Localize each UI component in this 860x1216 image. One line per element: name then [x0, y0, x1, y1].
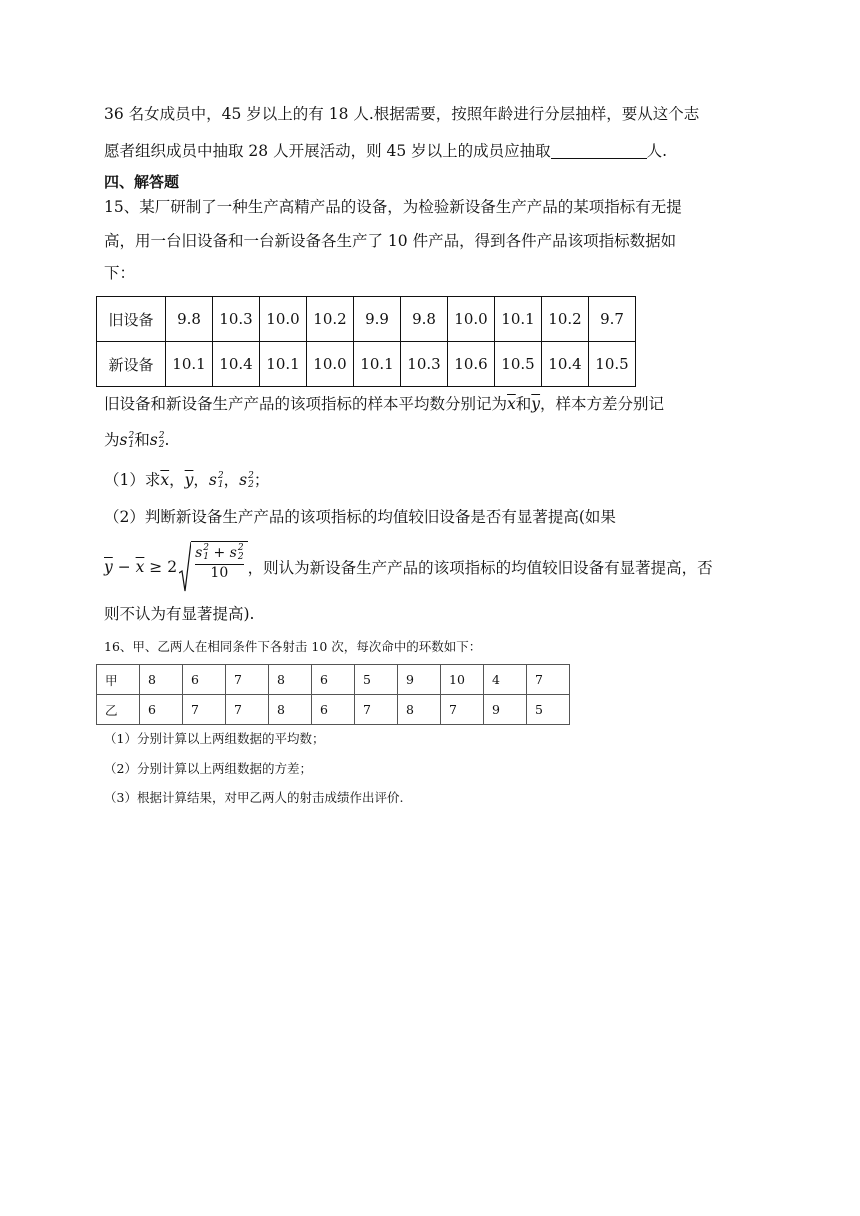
y-bar: $\overline{y}$	[531, 395, 541, 413]
section-heading: 四、解答题	[104, 173, 180, 191]
table-cell: 6	[312, 665, 355, 695]
q15-line-1: 15、某厂研制了一种生产高精产品的设备，为检验新设备生产产品的某项指标有无提	[104, 198, 682, 216]
table-cell: 7	[527, 665, 570, 695]
q15-after-table-2	[104, 430, 169, 450]
formula-fraction	[191, 541, 247, 593]
table-cell: 6	[140, 695, 183, 725]
q15-part-2: （2）判断新设备生产产品的该项指标的均值较旧设备是否有显著提高(如果	[104, 508, 616, 526]
row-label: 乙	[97, 695, 140, 725]
row-label: 新设备	[97, 342, 166, 387]
table-cell: 10.3	[401, 342, 448, 387]
table-cell: 7	[355, 695, 398, 725]
mean-sentence: 旧设备和新设备生产产品的该项指标的样本平均数分别记为	[104, 395, 508, 413]
for-word: 为	[104, 431, 120, 449]
formula-denominator: 10	[210, 565, 229, 581]
text-line-2	[104, 141, 667, 161]
table-cell: 9	[398, 665, 441, 695]
table-cell: 8	[140, 665, 183, 695]
formula-x-bar: $\overline{x}$	[135, 558, 145, 576]
q15-line-3: 下：	[104, 264, 136, 282]
table-cell: 6	[183, 665, 226, 695]
s2-squared: s 2 2	[149, 431, 165, 450]
text-line-2-main: 愿者组织成员中抽取 28 人开展活动，则 45 岁以上的成员应抽取	[104, 142, 551, 160]
table-cell: 10.2	[542, 297, 589, 342]
table-cell: 6	[312, 695, 355, 725]
table-cell: 9.8	[166, 297, 213, 342]
formula-ge: ≥ 2	[149, 558, 178, 576]
and-word-1: 和	[515, 395, 532, 413]
q16-part-1: （1）分别计算以上两组数据的平均数；	[104, 731, 325, 746]
table-cell: 7	[441, 695, 484, 725]
x-bar: $\overline{x}$	[507, 395, 516, 413]
table-cell: 10.3	[213, 297, 260, 342]
table-cell: 10.2	[307, 297, 354, 342]
table-cell: 7	[226, 665, 269, 695]
table-cell: 7	[226, 695, 269, 725]
table-row	[97, 297, 636, 342]
q16-stem: 16、甲、乙两人在相同条件下各射击 10 次，每次命中的环数如下：	[104, 639, 482, 654]
table-cell: 5	[355, 665, 398, 695]
variance-sentence: ，样本方差分别记	[540, 395, 665, 413]
s1-squared: s 2 1	[119, 431, 135, 450]
formula-tail: ，则认为新设备生产产品的该项指标的均值较旧设备有显著提高，否	[247, 559, 713, 577]
q15-after-table-1	[104, 394, 664, 414]
table-cell: 10.5	[589, 342, 636, 387]
table-cell: 5	[527, 695, 570, 725]
sqrt-sign	[179, 541, 247, 593]
period: .	[164, 431, 170, 449]
table-cell: 8	[269, 695, 312, 725]
answer-blank	[551, 142, 647, 159]
q15-last-line: 则不认为有显著提高).	[104, 605, 255, 623]
significance-formula: $\overline{y}$ − $\overline{x}$ ≥ 2 s 2 1 + s 2 2 10 ，则认为新设备生产产品的该项指标的均值较旧设备有显著提高，否	[104, 540, 713, 594]
part-1-label: （1）求	[104, 471, 161, 489]
q15-line-2: 高，用一台旧设备和一台新设备各生产了 10 件产品，得到各件产品该项指标数据如	[104, 232, 677, 250]
formula-numerator: s 2 1 + s 2 2	[195, 544, 243, 565]
table-cell: 9	[484, 695, 527, 725]
formula-y-bar: $\overline{y}$	[104, 558, 113, 576]
table-cell: 8	[398, 695, 441, 725]
shooting-scores-table	[96, 664, 570, 725]
table-cell: 10	[441, 665, 484, 695]
q15-part-1: （1）求$\overline{x}$，$\overline{y}$，s 2 1 ，s 2 2 ；	[104, 471, 270, 490]
table-cell: 7	[183, 695, 226, 725]
table-cell: 8	[269, 665, 312, 695]
table-cell: 10.1	[260, 342, 307, 387]
table-cell: 9.8	[401, 297, 448, 342]
row-label: 甲	[97, 665, 140, 695]
table-cell: 10.0	[260, 297, 307, 342]
equipment-data-table	[96, 296, 636, 387]
table-cell: 10.6	[448, 342, 495, 387]
table-cell: 4	[484, 665, 527, 695]
text-line-2-end: 人.	[646, 142, 668, 160]
table-cell: 10.0	[448, 297, 495, 342]
q16-part-2: （2）分别计算以上两组数据的方差；	[104, 761, 312, 776]
table-row	[97, 695, 570, 725]
row-label: 旧设备	[97, 297, 166, 342]
and-word-2: 和	[134, 431, 150, 449]
table-cell: 10.1	[495, 297, 542, 342]
table-row	[97, 665, 570, 695]
table-cell: 10.4	[542, 342, 589, 387]
text-line-1: 36 名女成员中，45 岁以上的有 18 人.根据需要，按照年龄进行分层抽样，要从这个志	[104, 105, 700, 123]
table-cell: 9.9	[354, 297, 401, 342]
table-cell: 10.4	[213, 342, 260, 387]
table-cell: 10.5	[495, 342, 542, 387]
table-row	[97, 342, 636, 387]
table-cell: 10.0	[307, 342, 354, 387]
q16-part-3: （3）根据计算结果，对甲乙两人的射击成绩作出评价.	[104, 790, 404, 805]
table-cell: 9.7	[589, 297, 636, 342]
table-cell: 10.1	[166, 342, 213, 387]
table-cell: 10.1	[354, 342, 401, 387]
